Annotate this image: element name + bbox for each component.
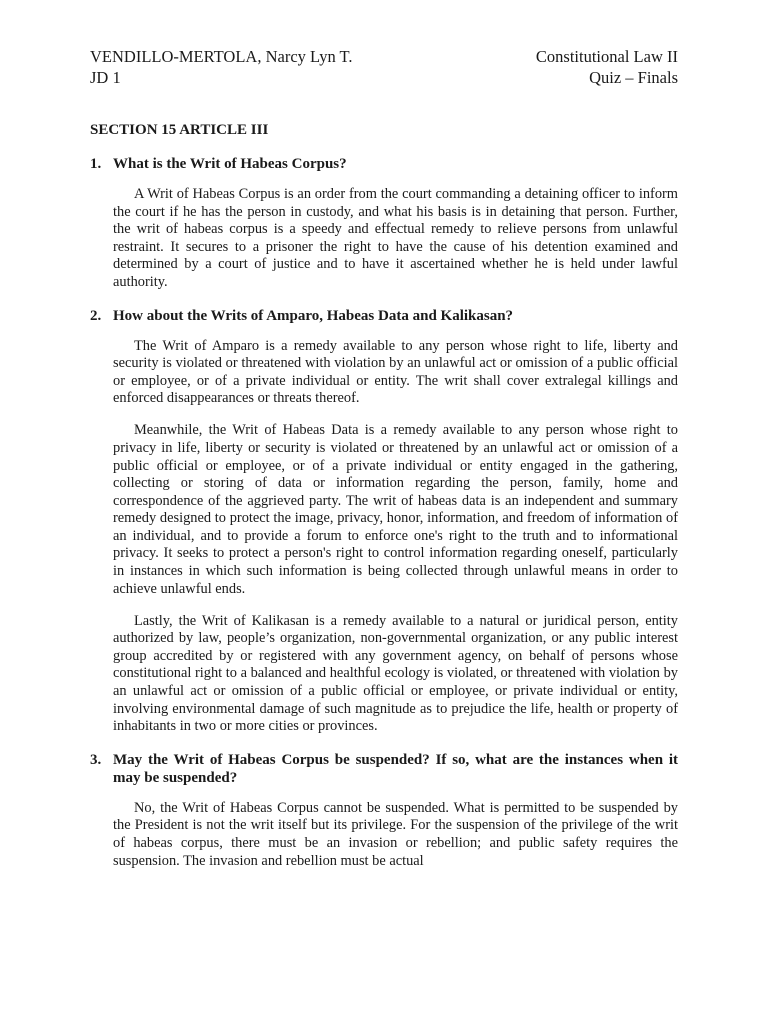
answer-paragraph: Lastly, the Writ of Kalikasan is a remedy available to a natural or juridical person, entity authorized by law, people’s organization, non-governmental organization, or any public interest group accredited by or registered with any government agency, on behalf of persons whose constitutional right to a balanced and healthful ecology is violated, or threatened with violation by an unlawful act or omission of a public official or employee, or private individual or entity, involving environmental damage of such magnitude as to prejudice the life, health or property of inhabitants in two or more cities or provinces. xyxy=(113,612,678,735)
question-text: May the Writ of Habeas Corpus be suspended? If so, what are the instances when it may be suspended? xyxy=(113,751,678,786)
answer-paragraph: A Writ of Habeas Corpus is an order from the court commanding a detaining officer to inform the court if he has the person in custody, and what his basis is in detaining that person. Further, the writ of habeas corpus is a speedy and effectual remedy to relieve persons from unlawful restraint. It secures to a prisoner the right to have the cause of his detention examined and determined by a court of justice and to have it ascertained whether he is held under lawful authority. xyxy=(113,186,678,290)
course-title: Constitutional Law II xyxy=(535,47,678,66)
document-page xyxy=(90,46,678,885)
question-number: 3. xyxy=(90,751,102,768)
question-number: 1. xyxy=(90,156,102,172)
question-text: How about the Writs of Amparo, Habeas Data and Kalikasan? xyxy=(113,307,514,324)
answer-paragraph: No, the Writ of Habeas Corpus cannot be suspended. What is permitted to be suspended by the President is not the writ itself but its privilege. For the suspension of the privilege of the writ of habeas corpus, there must be an invasion or rebellion; and public safety requires the suspension. The invasion and rebellion must be actual xyxy=(113,799,678,869)
question-text: What is the Writ of Habeas Corpus? xyxy=(113,156,347,172)
question-1 xyxy=(90,155,678,173)
question-number: 2. xyxy=(90,307,102,324)
exam-title: Quiz – Finals xyxy=(589,68,678,87)
answer-paragraph: The Writ of Amparo is a remedy available to any person whose right to life, liberty and security is violated or threatened with violation by an unlawful act or omission of a public official or employee, or of a private individual or entity. The writ shall cover extralegal killings and enforced disappearances or threats thereof. xyxy=(113,337,678,407)
question-3 xyxy=(90,751,678,787)
course-info xyxy=(536,46,678,88)
student-name: VENDILLO-MERTOLA, Narcy Lyn T. xyxy=(90,47,353,66)
question-2 xyxy=(90,307,678,325)
document-header xyxy=(90,46,678,88)
student-info xyxy=(90,46,353,88)
answer-paragraph: Meanwhile, the Writ of Habeas Data is a remedy available to any person whose right to privacy in life, liberty or security is violated or threatened by an unlawful act or omission of a public official or employee, or of a private individual or entity engaged in the gathering, collecting or storing of data or information regarding the person, family, home and correspondence of the aggrieved party. The writ of habeas data is an independent and summary remedy designed to protect the image, privacy, honor, information, and freedom of information of an individual, and to provide a forum to enforce one's right to the truth and to informational privacy. It seeks to protect a person's right to control information regarding oneself, particularly in instances in which such information is being collected through unlawful means in order to achieve unlawful ends. xyxy=(113,422,678,597)
section-title: SECTION 15 ARTICLE III xyxy=(90,122,269,138)
student-year: JD 1 xyxy=(90,68,121,87)
